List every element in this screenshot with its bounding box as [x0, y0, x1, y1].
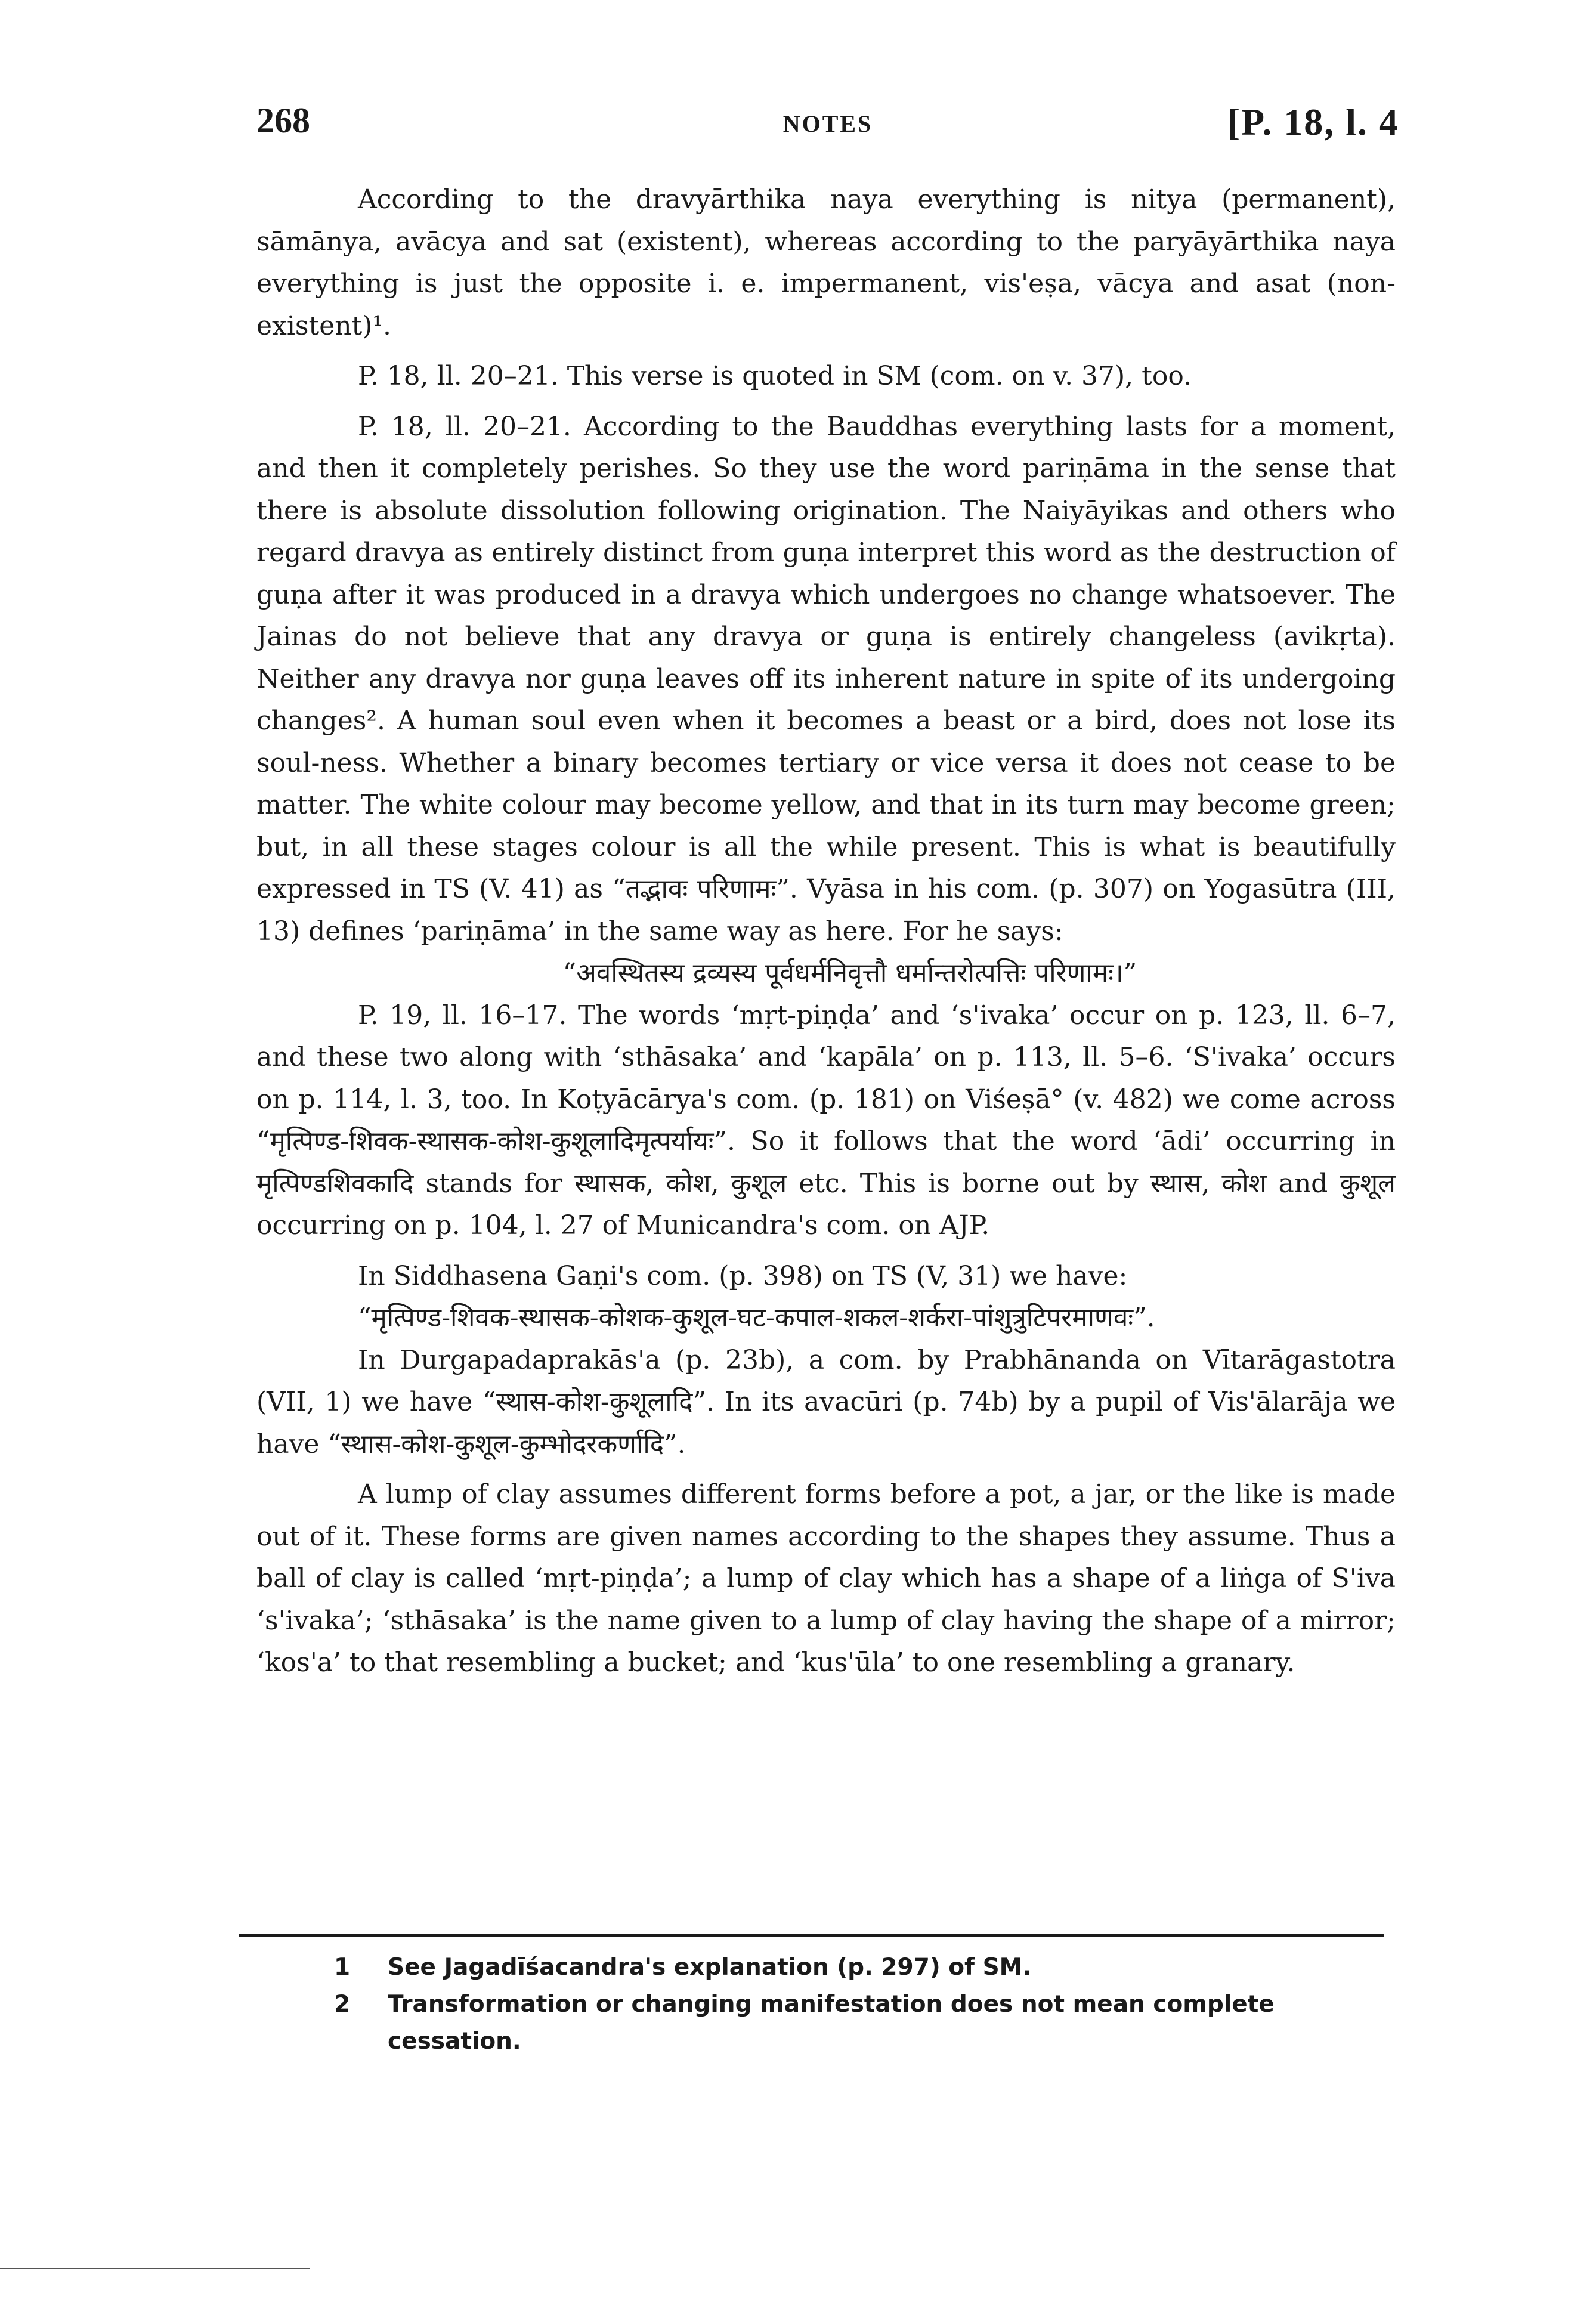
footnote-2-mark: 2 [334, 1991, 351, 2018]
notes-body [256, 179, 1396, 1684]
paragraph-nayas: According to the dravyārthika naya everything is nitya (permanent), sāmānya, avācya and sat (existent), whereas according to the paryāyārthika naya everything is just the opposite i. e. impermanent, vis'eṣa, vācya and asat (non-existent)¹. [256, 184, 1396, 341]
footnote-2 [334, 1986, 1384, 2060]
running-head: NOTES [782, 110, 873, 137]
paragraph-lump-of-clay: A lump of clay assumes different forms before a pot, a jar, or the like is made out of it. These forms are given names according to the shapes they assume. Thus a ball of clay is called ‘mṛt-piṇḍa’; a lump of clay which has a shape of a liṅga of S'iva ‘s'ivaka’; ‘sthāsaka’ is the name given to a lump of clay having the shape of a mirror; ‘kos'a’ to that resembling a bucket; and ‘kus'ūla’ to one resembling a granary. [256, 1479, 1396, 1678]
footnote-1-text: See Jagadīśacandra's explanation (p. 297) of SM. [388, 1954, 1032, 1981]
paragraph-siddhasena: In Siddhasena Gaṇi's com. (p. 398) on TS (V, 31) we have: [358, 1260, 1128, 1291]
footnote-2-text: Transformation or changing manifestation does not mean complete cessation. [388, 1991, 1275, 2055]
page-number: 268 [256, 101, 310, 140]
sanskrit-quote-vyasa: “अवस्थितस्य द्रव्यस्य पूर्वधर्मनिवृत्तौ धर्मान्तरोत्पत्तिः परिणामः।” [562, 958, 1137, 988]
footnote-1-mark: 1 [334, 1954, 351, 1981]
footnote-divider [239, 1934, 1384, 1937]
paragraph-verse-quoted: P. 18, ll. 20–21. This verse is quoted in SM (com. on v. 37), too. [358, 361, 1192, 391]
page-header [256, 100, 1399, 160]
section-reference: [P. 18, l. 4 [1227, 101, 1399, 143]
paragraph-parinama: P. 18, ll. 20–21. According to the Bauddhas everything lasts for a moment, and then it completely perishes. So they use the word pariṇāma in the sense that there is absolute dissolution following origination. The Naiyāyikas and others who regard dravya as entirely distinct from guṇa interpret this word as the destruction of guṇa after it was produced in a dravya which undergoes no change whatsoever. The Jainas do not believe that any dravya or guṇa is entirely changeless (avikṛta). Neither any dravya nor guṇa leaves off its inherent nature in spite of its undergoing changes². A human soul even when it becomes a beast or a bird, does not lose its soul-ness. Whether a binary becomes tertiary or vice versa it does not cease to be matter. The white colour may become yellow, and that in its turn may become green; but, in all these stages colour is all the while present. This is what is beautifully expressed in TS (V. 41) as “तद्भावः परिणामः”. Vyāsa in his com. (p. 307) on Yogasūtra (III, 13) defines ‘pariṇāma’ in the same way as here. For he says: [256, 411, 1396, 947]
footnotes [334, 1949, 1384, 2060]
footnote-1 [334, 1949, 1384, 1986]
paragraph-mrt-pinda: P. 19, ll. 16–17. The words ‘mṛt-piṇḍa’ and ‘s'ivaka’ occur on p. 123, ll. 6–7, and these two along with ‘sthāsaka’ and ‘kapāla’ on p. 113, ll. 5–6. ‘S'ivaka’ occurs on p. 114, l. 3, too. In Koṭyācārya's com. (p. 181) on Viśeṣā° (v. 482) we come across “मृत्पिण्ड-शिवक-स्थासक-कोश-कुशूलादिमृत्पर्यायः”. So it follows that the word ‘ādi’ occurring in मृत्पिण्डशिवकादि stands for स्थासक, कोश, कुशूल etc. This is borne out by स्थास, कोश and कुशूल occurring on p. 104, l. 27 of Municandra's com. on AJP. [256, 1000, 1396, 1241]
bottom-edge-line [0, 2268, 310, 2269]
paragraph-durgapada: In Durgapadaprakās'a (p. 23b), a com. by Prabhānanda on Vītarāgastotra (VII, 1) we have “स्थास-कोश-कुशूलादि”. In its avacūri (p. 74b) by a pupil of Vis'ālarāja we have “स्थास-कोश-कुशूल-कुम्भोदरकर्णादि”. [256, 1344, 1396, 1459]
sanskrit-quote-siddhasena: “मृत्पिण्ड-शिवक-स्थासक-कोशक-कुशूल-घट-कपाल-शकल-शर्करा-पांशुत्रुटिपरमाणवः”. [358, 1303, 1155, 1333]
